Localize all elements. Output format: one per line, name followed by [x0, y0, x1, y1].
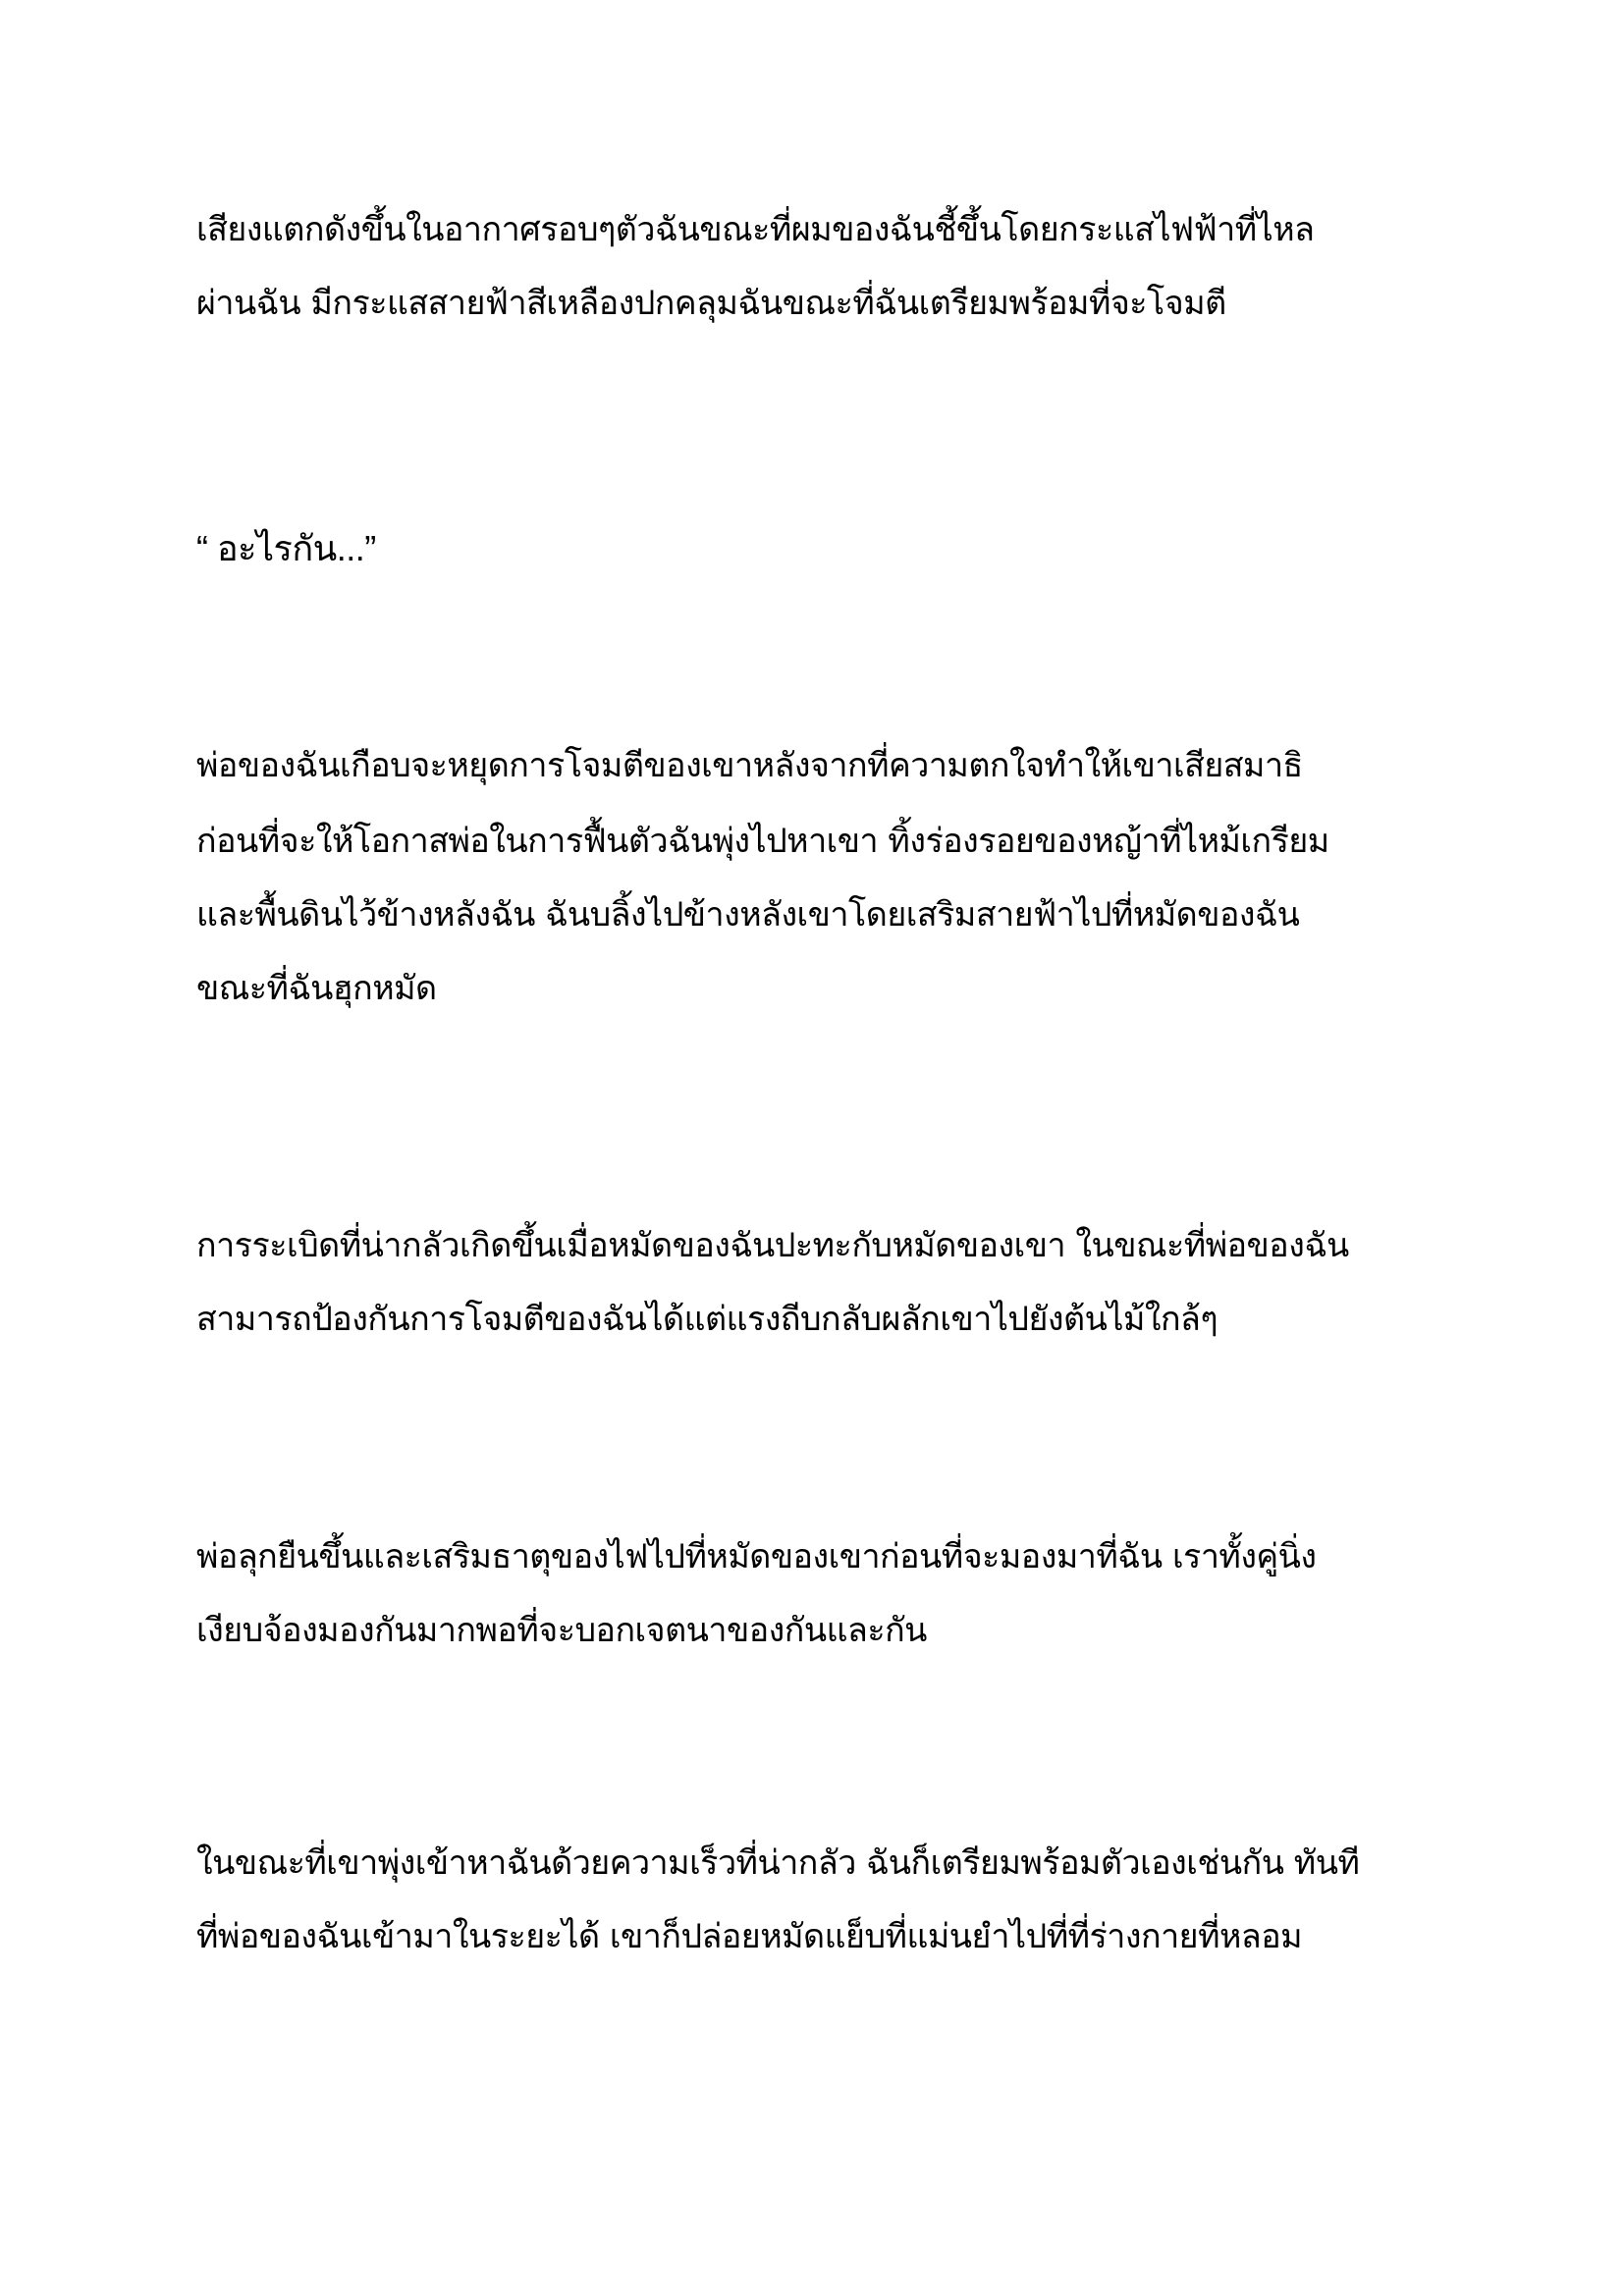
dialogue-line: “ อะไรกัน...”	[196, 528, 376, 568]
paragraph-4-line-2: สามารถป้องกันการโจมตีของฉันได้แต่แรงถีบกลับผลักเขาไปยังต้นไม้ใกล้ๆ	[196, 1300, 1218, 1339]
paragraph-3-line-2: ก่อนที่จะให้โอกาสพ่อในการฟื้นตัวฉันพุ่งไปหาเขา ทิ้งร่องรอยของหญ้าที่ไหม้เกรียม	[196, 822, 1329, 861]
paragraph-3-line-4: ขณะที่ฉันฮุกหมัด	[196, 969, 437, 1008]
paragraph-6-line-1: ในขณะที่เขาพุ่งเข้าหาฉันด้วยความเร็วที่น่ากลัว ฉันก็เตรียมพร้อมตัวเองเช่นกัน ทันที	[196, 1843, 1360, 1883]
paragraph-3-line-1: พ่อของฉันเกือบจะหยุดการโจมตีของเขาหลังจากที่ความตกใจทำให้เขาเสียสมาธิ	[196, 746, 1303, 785]
paragraph-5-line-2: เงียบจ้องมองกันมากพอที่จะบอกเจตนาของกันและกัน	[196, 1611, 927, 1650]
paragraph-4-line-1: การระเบิดที่น่ากลัวเกิดขึ้นเมื่อหมัดของฉันปะทะกับหมัดของเขา ในขณะที่พ่อของฉัน	[196, 1226, 1349, 1265]
paragraph-1-line-1: เสียงแตกดังขึ้นในอากาศรอบๆตัวฉันขณะที่ผมของฉันชี้ขึ้นโดยกระแสไฟฟ้าที่ไหล	[196, 210, 1315, 249]
paragraph-3-line-3: และพื้นดินไว้ข้างหลังฉัน ฉันบลิ้งไปข้างหลังเขาโดยเสริมสายฟ้าไปที่หมัดของฉัน	[196, 895, 1300, 934]
paragraph-6-line-2: ที่พ่อของฉันเข้ามาในระยะได้ เขาก็ปล่อยหมัดแย็บที่แม่นยำไปที่ที่ร่างกายที่หลอม	[196, 1917, 1303, 1956]
paragraph-1-line-2: ผ่านฉัน มีกระแสสายฟ้าสีเหลืองปกคลุมฉันขณะที่ฉันเตรียมพร้อมที่จะโจมตี	[196, 284, 1226, 323]
paragraph-5-line-1: พ่อลุกยืนขึ้นและเสริมธาตุของไฟไปที่หมัดของเขาก่อนที่จะมองมาที่ฉัน เราทั้งคู่นิ่ง	[196, 1537, 1317, 1576]
